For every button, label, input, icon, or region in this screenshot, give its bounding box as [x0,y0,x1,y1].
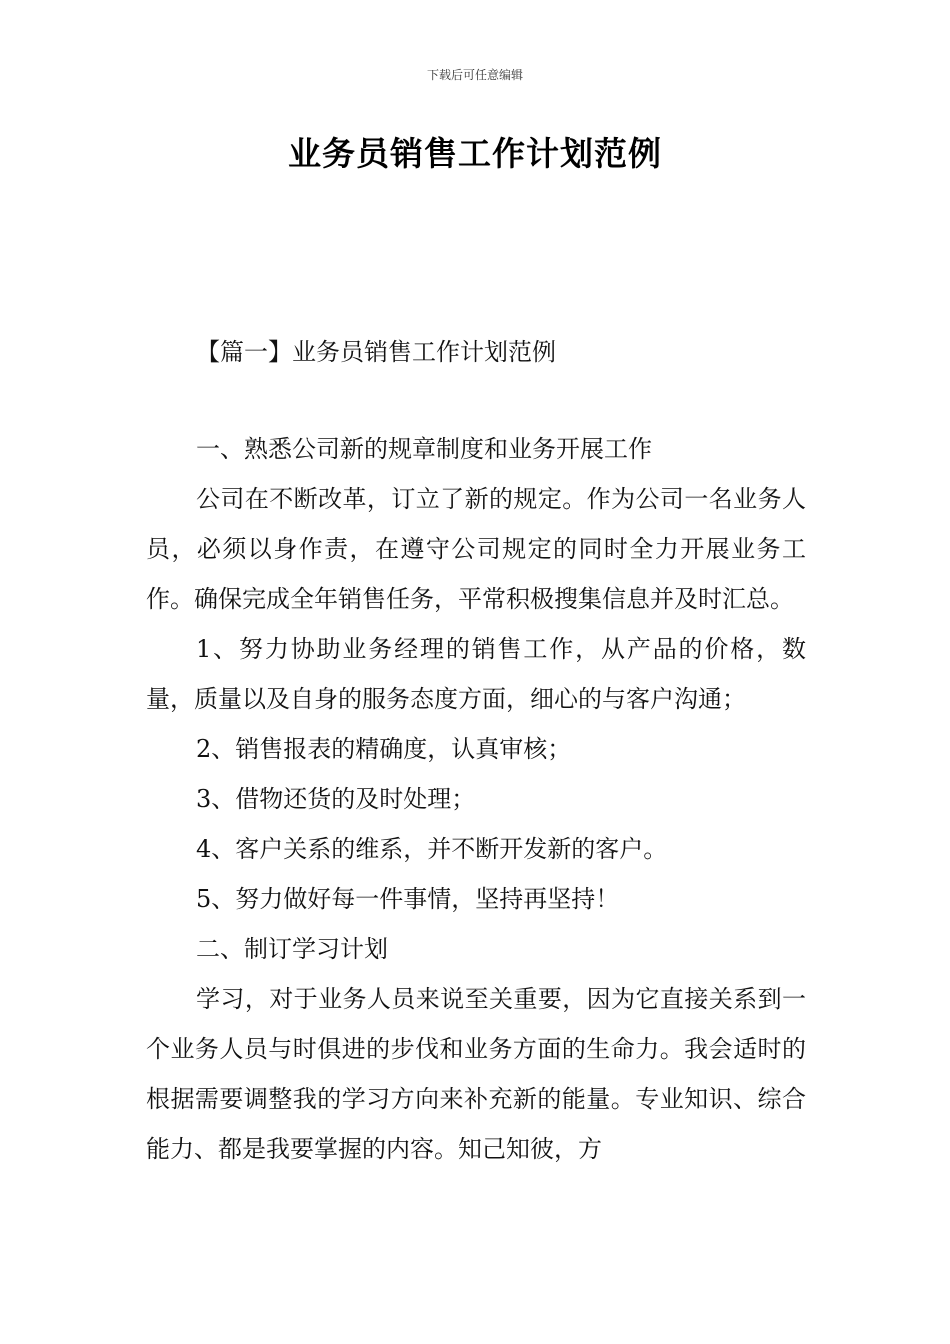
list-item: 4、客户关系的维系，并不断开发新的客户。 [196,835,668,863]
header-note: 下载后可任意编辑 [426,68,523,82]
document-title: 业务员销售工作计划范例 [288,134,662,173]
list-item: 2、销售报表的精确度，认真审核； [196,735,572,763]
list-item: 5、努力做好每一件事情，坚持再坚持！ [196,885,620,913]
list-item: 3、借物还货的及时处理； [196,785,476,813]
paragraph: 学习，对于业务人员来说至关重要，因为它直接关系到一个业务人员与时俱进的步伐和业务方面的生命力。我会适时的根据需要调整我的学习方向来补充新的能量。专业知识、综合能力、都是我要掌握的内容。知己知彼，方 [146,985,806,1163]
paragraph-heading-1: 一、熟悉公司新的规章制度和业务开展工作 [196,435,652,463]
paragraph-heading-2: 二、制订学习计划 [196,935,388,963]
list-item: 1、努力协助业务经理的销售工作，从产品的价格，数量，质量以及自身的服务态度方面，细心的与客户沟通； [146,635,806,713]
section-heading: 【篇一】业务员销售工作计划范例 [196,338,556,366]
paragraph: 公司在不断改革，订立了新的规定。作为公司一名业务人员，必须以身作责，在遵守公司规定的同时全力开展业务工作。确保完成全年销售任务，平常积极搜集信息并及时汇总。 [146,485,806,613]
document-body [146,424,806,1174]
